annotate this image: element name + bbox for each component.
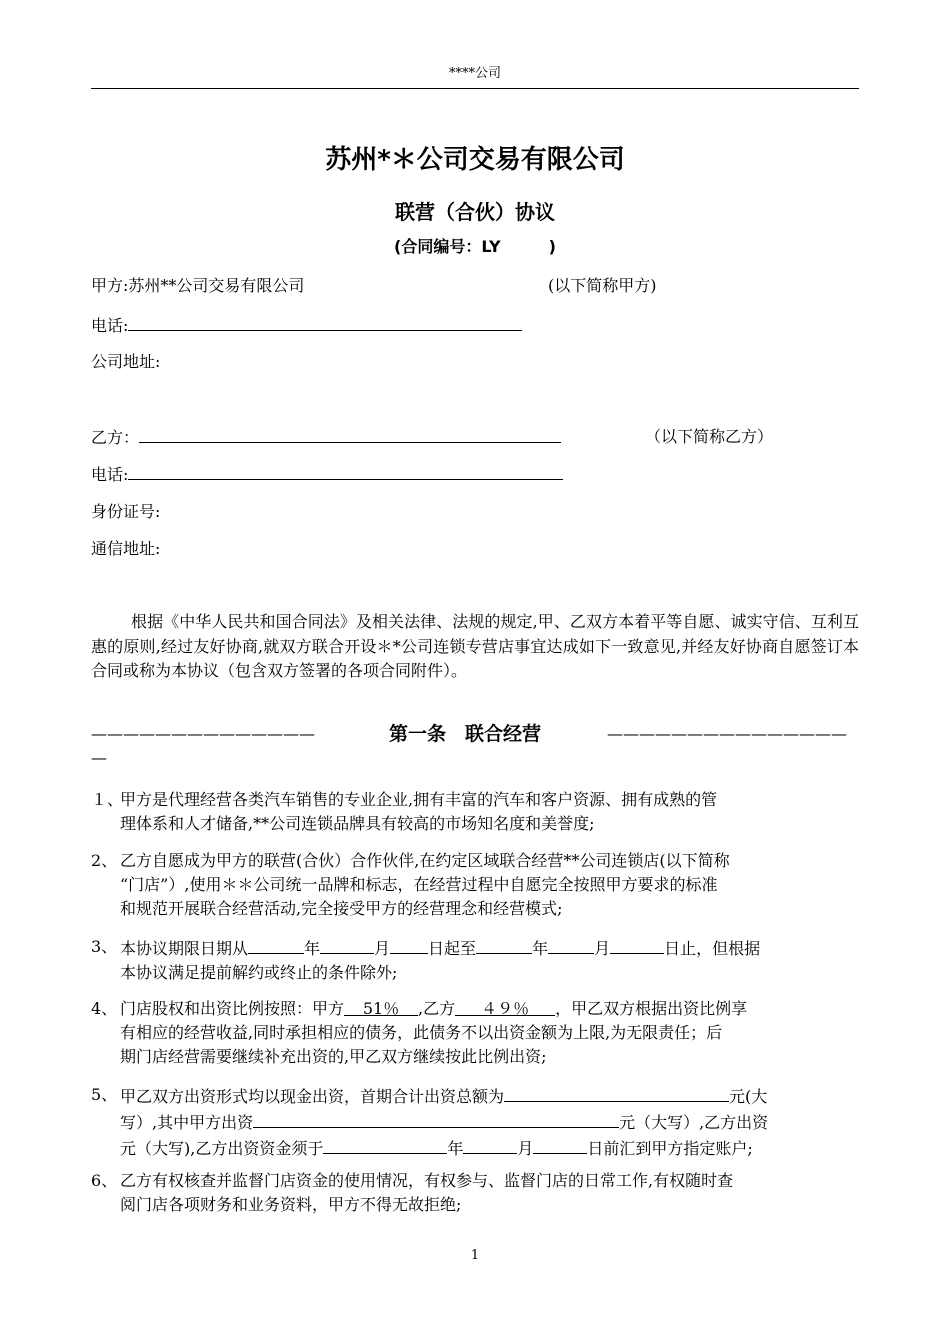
clause-1 (91, 788, 861, 836)
clause-3-text-c: 月 (374, 939, 391, 958)
clause-5-text-b: 元(大 (729, 1087, 768, 1106)
clause-5-text-c: 写）,其中甲方出资 (120, 1113, 254, 1132)
clause-5-line-2 (120, 1109, 861, 1135)
clause-5-text-h: 日前汇到甲方指定账户; (587, 1139, 753, 1158)
deadline-month-blank[interactable] (463, 1135, 517, 1154)
page-number: 1 (470, 1248, 480, 1263)
clause-1-line-2: 理体系和人才储备,**公司连锁品牌具有较高的市场知名度和美誉度; (120, 814, 595, 833)
section-1-title: 第一条 联合经营 (389, 723, 542, 745)
clause-1-number: １、 (91, 790, 124, 809)
deadline-year-blank[interactable] (323, 1135, 447, 1154)
clause-2-line-2: “门店”）,使用＊＊公司统一品牌和标志，在经营过程中自愿完全按照甲方要求的标准 (120, 875, 718, 894)
clause-3-text-f: 月 (594, 939, 611, 958)
party-a-phone-blank[interactable] (128, 313, 522, 331)
section-1-dashes-left: —————————————— (91, 724, 315, 743)
clause-4-text-b: ,乙方 (418, 999, 456, 1018)
clause-4-line-1 (120, 997, 861, 1021)
party-a-phone-row (91, 313, 522, 338)
share-b-value[interactable]: ４９％ (455, 997, 555, 1016)
clause-4-number: 4、 (91, 999, 118, 1018)
total-capital-blank[interactable] (504, 1083, 729, 1102)
party-b-id-label: 身份证号: (91, 502, 161, 521)
preamble (91, 610, 859, 684)
party-b-mail-label: 通信地址: (91, 539, 161, 558)
clause-3-number: 3、 (91, 937, 118, 956)
clause-6-line-2: 阅门店各项财务和业务资料，甲方不得无故拒绝; (120, 1195, 462, 1214)
clause-4-line-2: 有相应的经营收益,同时承担相应的债务，此债务不以出资金额为上限,为无限责任；后 (120, 1023, 723, 1042)
clause-5-text-d: 元（大写）,乙方出资 (619, 1113, 769, 1132)
clause-5-line-3 (120, 1135, 861, 1161)
clause-5-text-g: 月 (517, 1139, 534, 1158)
clause-2-number: 2、 (91, 851, 118, 870)
section-1-dash-tail: — (91, 748, 107, 767)
clause-3-text-d: 日起至 (428, 939, 477, 958)
clause-3-text-g: 日止，但根据 (664, 939, 761, 958)
party-b-row (91, 425, 561, 450)
clause-4-line-3: 期门店经营需要继续补充出资的,甲乙双方继续按此比例出资; (120, 1047, 547, 1066)
start-month-blank[interactable] (320, 935, 374, 954)
end-day-blank[interactable] (610, 935, 664, 954)
clause-4-text-c: ，甲乙双方根据出资比例享 (555, 999, 748, 1018)
section-1-heading (91, 722, 859, 767)
document-subtitle: 联营（合伙）协议 (395, 200, 555, 224)
clause-4 (91, 997, 861, 1069)
start-day-blank[interactable] (390, 935, 428, 954)
clause-2-line-3: 和规范开展联合经营活动,完全接受甲方的经营理念和经营模式; (120, 899, 563, 918)
contract-number: (合同编号：LY ) (394, 237, 556, 256)
clause-5-text-a: 甲乙双方出资形式均以现金出资，首期合计出资总额为 (120, 1087, 505, 1106)
share-a-value[interactable]: 51％ (344, 997, 418, 1016)
clause-6 (91, 1169, 861, 1217)
deadline-day-blank[interactable] (533, 1135, 587, 1154)
start-year-blank[interactable] (248, 935, 304, 954)
clause-5-text-f: 年 (447, 1139, 464, 1158)
clause-5-line-1 (120, 1083, 861, 1109)
clause-3-text-b: 年 (304, 939, 321, 958)
clause-3-line-1 (120, 935, 861, 961)
clause-6-number: 6、 (91, 1171, 118, 1190)
party-b-label: 乙方： (91, 428, 140, 447)
clause-1-line-1: 甲方是代理经营各类汽车销售的专业企业,拥有丰富的汽车和客户资源、拥有成熟的管 (120, 790, 718, 809)
preamble-text: 根据《中华人民共和国合同法》及相关法律、法规的规定,甲、乙双方本着平等自愿、诚实守信、互利互惠的原则,经过友好协商,就双方联合开设＊*公司连锁专营店事宜达成如下一致意见,并经友好协商自愿签订本合同或称为本协议（包含双方签署的各项合同附件）。 (91, 612, 859, 680)
party-a-note: (以下简称甲方) (548, 276, 657, 295)
party-a-name: 甲方:苏州**公司交易有限公司 (91, 276, 305, 295)
party-b-phone-label: 电话: (91, 465, 129, 484)
header-divider (91, 88, 859, 89)
clause-5 (91, 1083, 861, 1161)
party-a-address-label: 公司地址: (91, 352, 161, 371)
document-title: 苏州*＊公司交易有限公司 (325, 145, 625, 175)
page-header: ****公司 (448, 66, 501, 81)
clause-3 (91, 935, 861, 985)
end-year-blank[interactable] (476, 935, 532, 954)
party-a-capital-blank[interactable] (253, 1109, 619, 1128)
party-b-note: （以下简称乙方） (645, 427, 774, 446)
clause-5-text-e: 元（大写),乙方出资资金须于 (120, 1139, 324, 1158)
party-a-phone-label: 电话: (91, 316, 129, 335)
party-b-name-blank[interactable] (139, 425, 561, 443)
clause-3-text-e: 年 (532, 939, 549, 958)
party-b-phone-row (91, 462, 563, 487)
clause-4-text-a: 门店股权和出资比例按照：甲方 (120, 999, 345, 1018)
clause-5-number: 5、 (91, 1085, 118, 1104)
clause-2-line-1: 乙方自愿成为甲方的联营(合伙）合作伙伴,在约定区域联合经营**公司连锁店(以下简称 (120, 851, 730, 870)
clause-3-text-a: 本协议期限日期从 (120, 939, 249, 958)
clause-6-line-1: 乙方有权核查并监督门店资金的使用情况，有权参与、监督门店的日常工作,有权随时查 (120, 1171, 734, 1190)
clause-3-line-2: 本协议满足提前解约或终止的条件除外; (120, 963, 398, 982)
section-1-dashes-right: ——————————————— (607, 724, 847, 743)
clause-2 (91, 849, 861, 921)
party-b-phone-blank[interactable] (128, 462, 563, 480)
end-month-blank[interactable] (548, 935, 594, 954)
